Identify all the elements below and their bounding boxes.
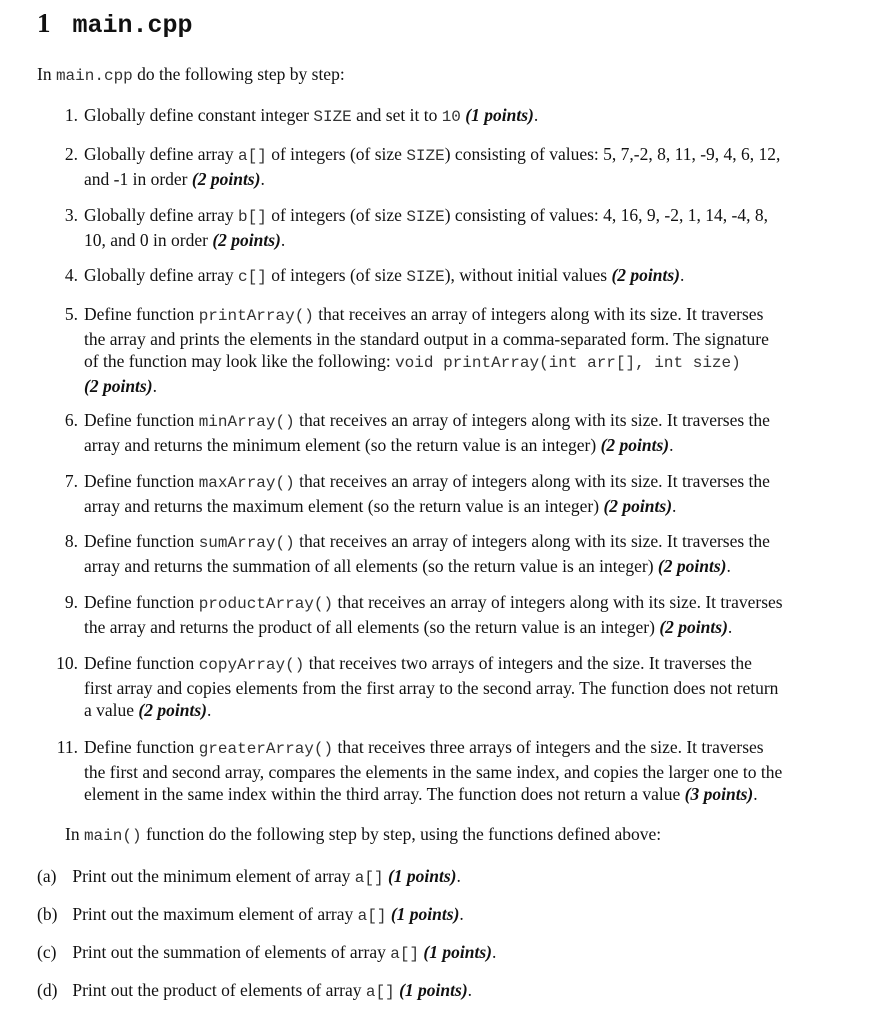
step-item-2: 2. Globally define array a[] of integers (of size SIZE) consisting of values: 5, 7,-2, 8, 11, -9, 4, 6, 12, and -1 in order (2 points). [84,143,849,190]
points-label: (2 points) [138,700,207,720]
code-term: SIZE [406,268,445,286]
code-term: maxArray() [198,474,295,492]
points-label: (1 points) [387,866,457,886]
step-marker: 4. [64,265,78,285]
step-item-6: 6. Define function minArray() that receives an array of integers along with its size. It traverses the array and returns the minimum element (so the return value is an integer) (2 points). [84,409,849,456]
code-term: main() [83,827,142,845]
step-marker: 1. [64,105,78,125]
code-term: c[] [238,268,267,286]
section-heading [37,8,193,40]
task-item-c: (c) Print out the summation of elements of array a[] (1 points). [37,942,497,963]
task-marker: (d) [37,980,58,1000]
points-label: (2 points) [600,434,670,455]
step-marker: 11. [56,737,78,757]
step-item-4: 4. Globally define array c[] of integers (of size SIZE), without initial values (2 points). [84,264,849,289]
intro-paragraph: In main.cpp do the following step by step: [37,64,345,85]
code-term: SIZE [406,147,445,165]
points-label: (1 points) [465,105,534,125]
points-label: (2 points) [659,616,728,637]
task-marker: (a) [37,866,57,886]
points-label: (2 points) [212,229,281,250]
code-term: 10 [441,108,461,126]
step-item-8: 8. Define function sumArray() that receives an array of integers along with its size. It traverses the array and returns the summation of all elements (so the return value is an integer) (2 points). [84,530,849,577]
step-item-1: 1. Globally define constant integer SIZE and set it to 10 (1 points). [84,104,849,129]
code-term: minArray() [198,413,295,431]
points-label: (2 points) [603,495,673,516]
step-marker: 5. [64,304,78,324]
points-label: (2 points) [657,555,727,576]
task-item-b: (b) Print out the maximum element of array a[] (1 points). [37,904,464,925]
points-label: (1 points) [423,942,492,962]
step-item-10: 10. Define function copyArray() that receives two arrays of integers and the size. It traverses the first array and copies elements from the first array to the second array. The function does not return a value (2 points). [84,652,849,722]
code-term: sumArray() [198,534,295,552]
code-term: greaterArray() [198,740,334,758]
step-item-7: 7. Define function maxArray() that receives an array of integers along with its size. It traverses the array and returns the maximum element (so the return value is an integer) (2 points). [84,470,849,517]
code-term: a[] [357,907,387,925]
code-term: void printArray(int arr[], int size) [395,354,741,372]
points-label: (2 points) [84,375,153,396]
code-term: a[] [354,869,384,887]
code-term: productArray() [198,595,334,613]
code-term: b[] [238,208,267,226]
main-intro-paragraph: In main() function do the following step by step, using the functions defined above: [65,824,662,845]
step-item-9: 9. Define function productArray() that receives an array of integers along with its size. It traverses the array and returns the product of all elements (so the return value is an integer) (2 points). [84,591,849,638]
step-item-3: 3. Globally define array b[] of integers (of size SIZE) consisting of values: 4, 16, 9, -2, 1, 14, -4, 8, 10, and 0 in order (2 points). [84,204,849,251]
code-term: a[] [365,983,395,1001]
task-item-d: (d) Print out the product of elements of array a[] (1 points). [37,980,473,1001]
points-label: (2 points) [191,168,261,189]
code-term: a[] [238,147,267,165]
step-marker: 8. [64,531,78,551]
step-item-11: 11. Define function greaterArray() that receives three arrays of integers and the size. It traverses the first and second array, compares the elements in the same index, and copies the larger one to the element in the same index within the third array. The function does not return a value (3 points). [84,736,849,806]
task-marker: (c) [37,942,57,962]
section-number: 1 [37,8,51,38]
task-marker: (b) [37,904,58,924]
points-label: (2 points) [611,265,680,285]
points-label: (1 points) [399,980,468,1000]
step-marker: 10. [56,653,78,673]
points-label: (1 points) [390,904,460,924]
code-term: a[] [390,945,420,963]
step-marker: 7. [64,471,78,491]
code-term: SIZE [313,108,352,126]
step-item-5: 5. Define function printArray() that receives an array of integers along with its size. It traverses the array and prints the elements in the standard output in a comma-separated form. The signature of the function may look like the following: void printArray(int arr[], int size) (2 points). [84,303,849,397]
code-term: copyArray() [198,656,305,674]
section-title: main.cpp [72,11,193,40]
step-marker: 2. [64,144,78,164]
step-marker: 9. [64,592,78,612]
code-term: printArray() [198,307,314,325]
code-term: SIZE [406,208,445,226]
file-name-code: main.cpp [55,67,133,85]
step-marker: 6. [64,410,78,430]
step-marker: 3. [64,205,78,225]
task-item-a: (a) Print out the minimum element of array a[] (1 points). [37,866,461,887]
points-label: (3 points) [684,784,754,804]
